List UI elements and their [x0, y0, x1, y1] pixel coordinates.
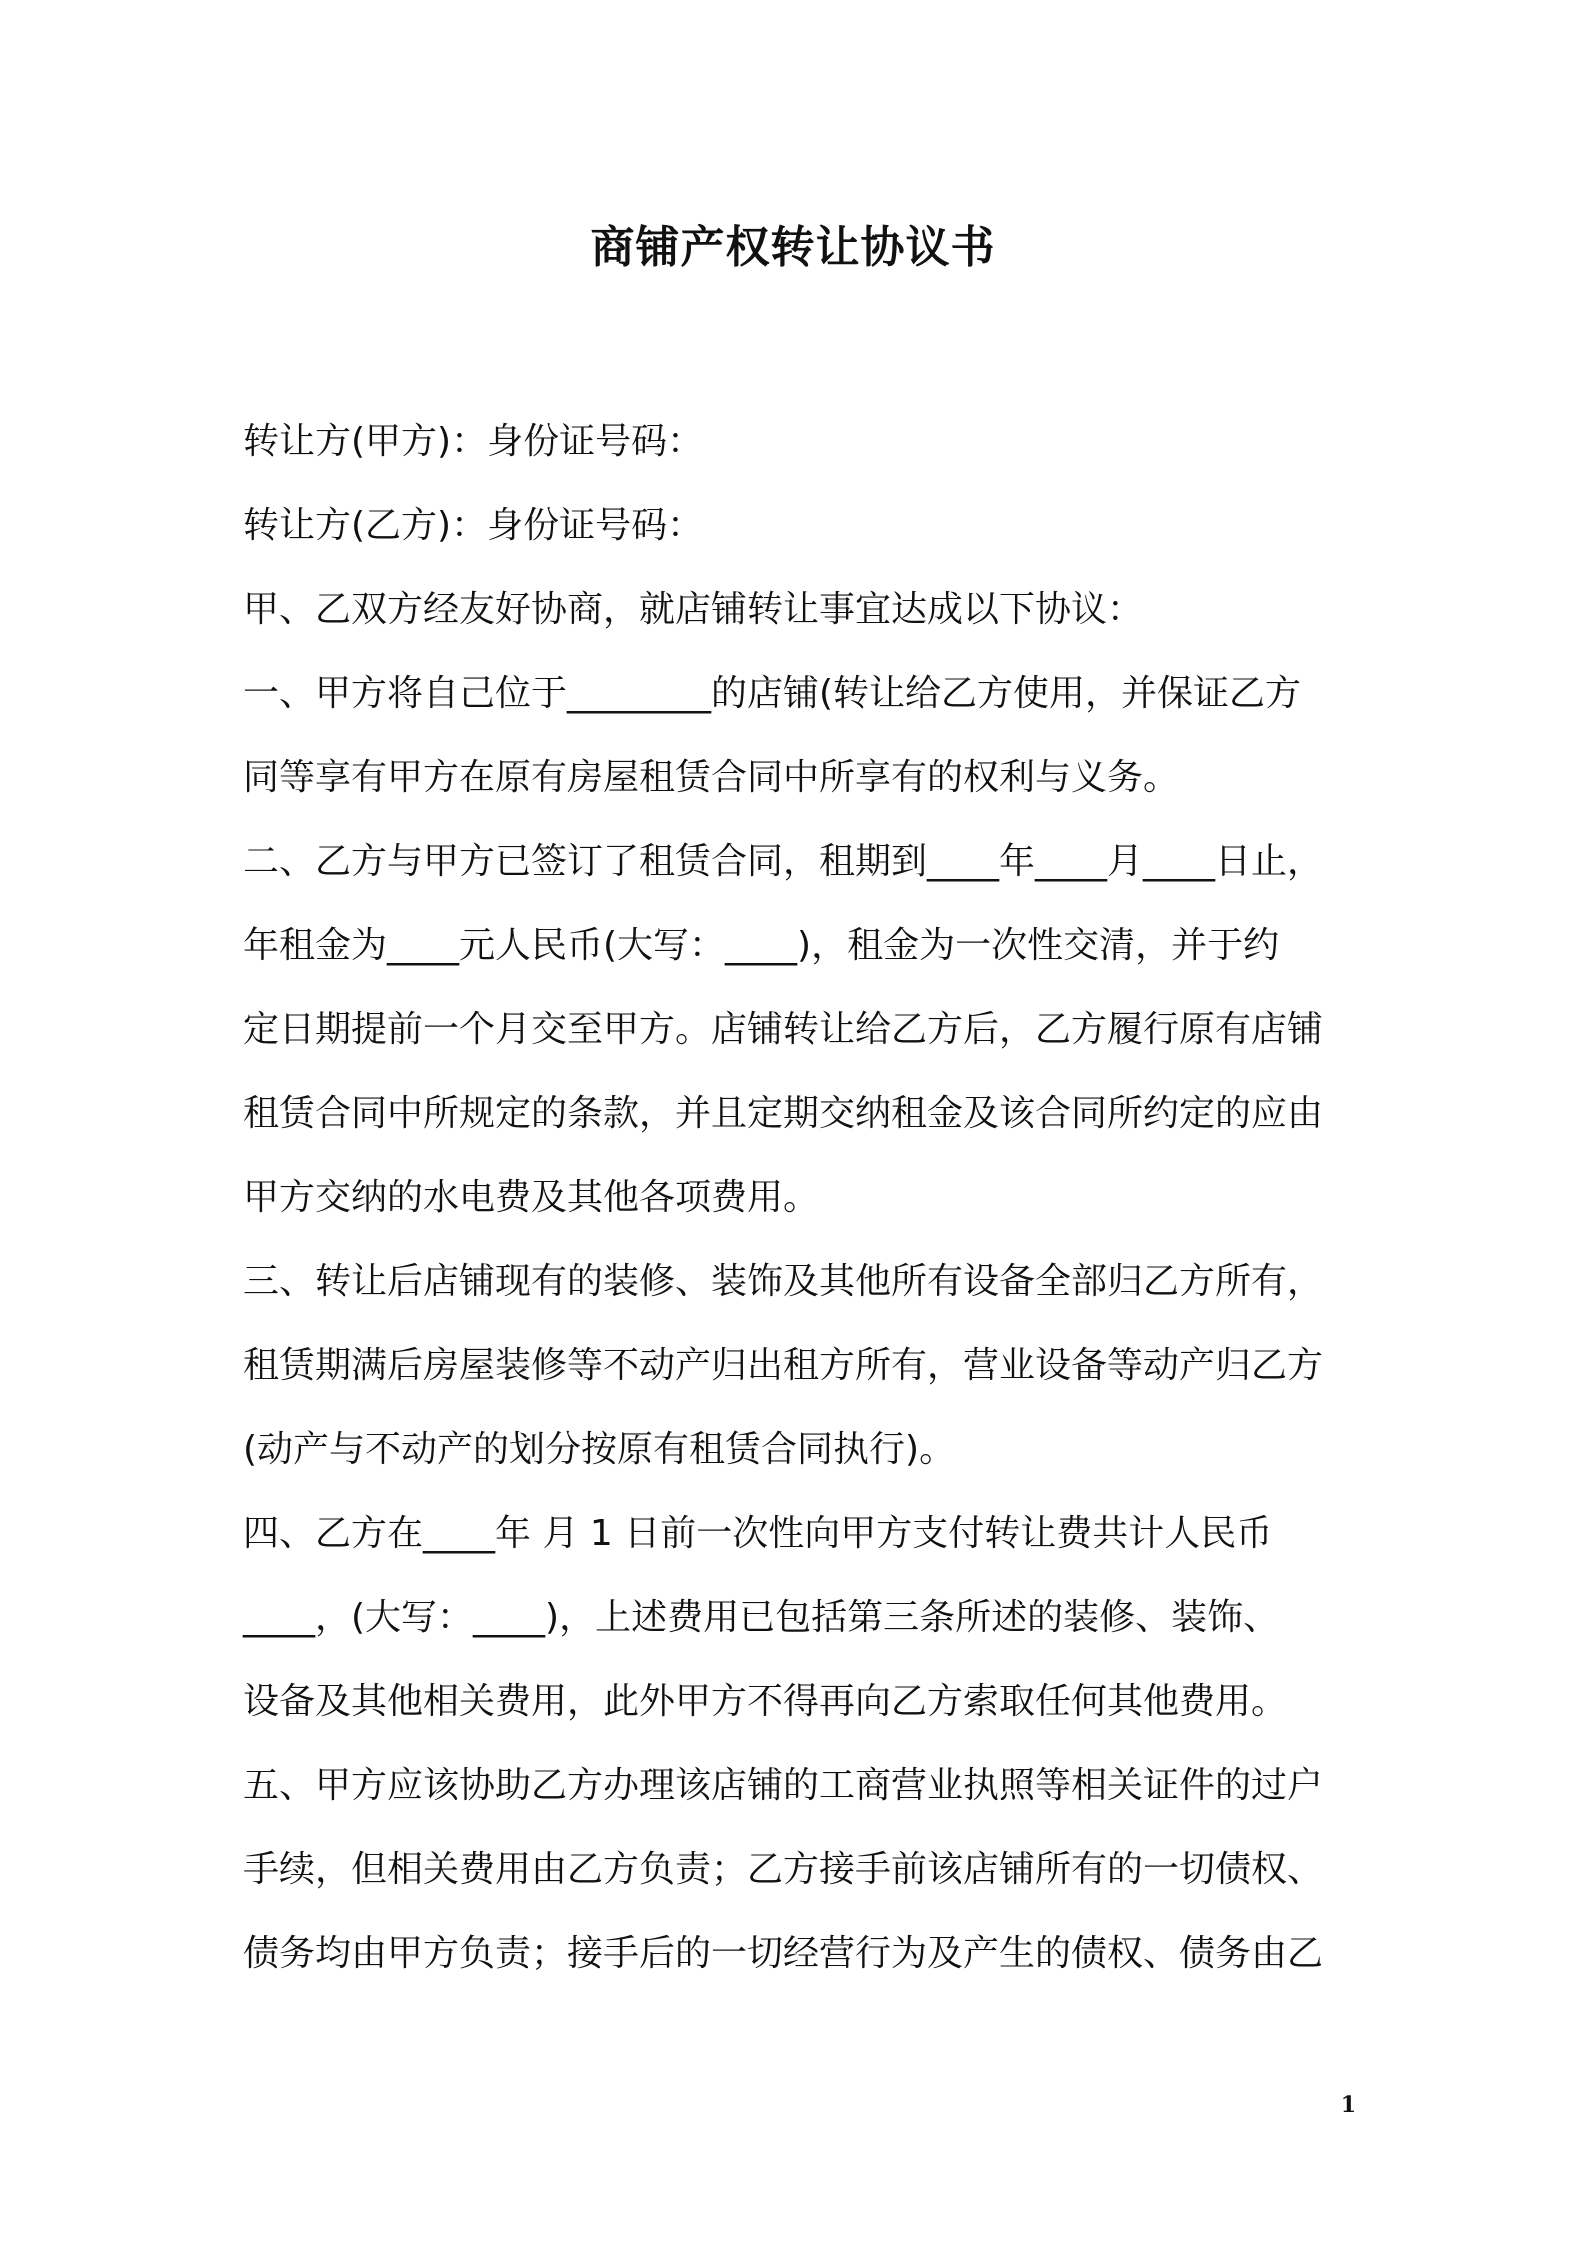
clause-1-line: 一、甲方将自己位于________的店铺(转让给乙方使用，并保证乙方: [243, 673, 1302, 714]
clause-1-line: 同等享有甲方在原有房屋租赁合同中所享有的权利与义务。: [243, 757, 1180, 798]
clause-2-line: 年租金为____元人民币(大写：____)，租金为一次性交清，并于约: [243, 925, 1280, 966]
clause-2-line: 甲方交纳的水电费及其他各项费用。: [243, 1177, 820, 1218]
party-b-line: 转让方(乙方)：身份证号码：: [243, 505, 704, 546]
preamble-line: 甲、乙双方经友好协商，就店铺转让事宜达成以下协议：: [243, 589, 1144, 630]
clause-4-line: 设备及其他相关费用，此外甲方不得再向乙方索取任何其他费用。: [243, 1681, 1288, 1722]
clause-4-line: 四、乙方在____年 月 1 日前一次性向甲方支付转让费共计人民币: [243, 1513, 1273, 1554]
document-title: 商铺产权转让协议书: [590, 222, 996, 273]
clause-3-line: (动产与不动产的划分按原有租赁合同执行)。: [243, 1429, 956, 1470]
clause-2-line: 定日期提前一个月交至甲方。店铺转让给乙方后，乙方履行原有店铺: [243, 1009, 1324, 1050]
party-a-line: 转让方(甲方)：身份证号码：: [243, 421, 704, 462]
clause-2-line: 二、乙方与甲方已签订了租赁合同，租期到____年____月____日止，: [243, 841, 1324, 882]
clause-5-line: 五、甲方应该协助乙方办理该店铺的工商营业执照等相关证件的过户: [243, 1765, 1324, 1806]
clause-3-line: 租赁期满后房屋装修等不动产归出租方所有，营业设备等动产归乙方: [243, 1345, 1324, 1386]
page-number: 1: [1340, 2092, 1356, 2118]
clause-2-line: 租赁合同中所规定的条款，并且定期交纳租金及该合同所约定的应由: [243, 1093, 1324, 1134]
clause-5-line: 债务均由甲方负责；接手后的一切经营行为及产生的债权、债务由乙: [243, 1933, 1324, 1974]
document-body: [243, 400, 1353, 1996]
clause-5-line: 手续，但相关费用由乙方负责；乙方接手前该店铺所有的一切债权、: [243, 1849, 1324, 1890]
clause-4-line: ____，(大写：____)，上述费用已包括第三条所述的装修、装饰、: [243, 1597, 1280, 1638]
clause-3-line: 三、转让后店铺现有的装修、装饰及其他所有设备全部归乙方所有，: [243, 1261, 1324, 1302]
